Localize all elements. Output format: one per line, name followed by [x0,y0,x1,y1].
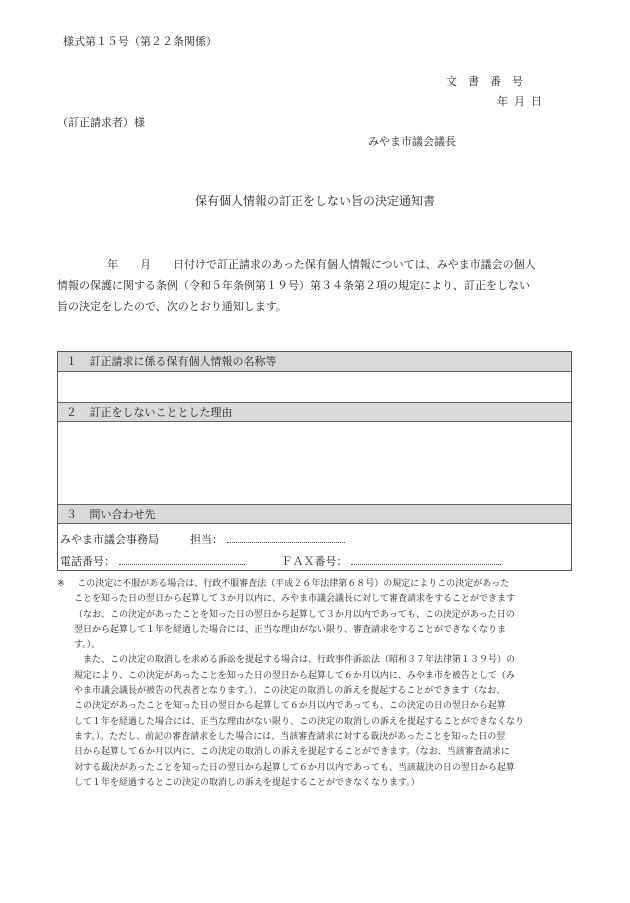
person-label: 担当： [190,533,223,546]
phone-label: 電話番号： [60,555,115,568]
note-line: 対する裁決があったことを知った日の翌日から起算して６か月以内であっても、当該裁決の日の翌日から起算 [74,762,515,773]
note-mark: ※ [57,579,65,589]
note-line: して１年を経過するとこの決定の取消しの訴えを提起することができなくなります。） [74,777,420,788]
document-date-label: 年月日 [497,95,548,108]
body-line: 年 月 日付けで訂正請求のあった保有個人情報については、みやま市議会の個人 [107,258,536,271]
body-line: 旨の決定をしたので、次のとおり通知します。 [57,300,287,313]
body-paragraph [57,254,572,317]
document-number-label: 文書番号 [446,75,534,88]
sender: みやま市議会議長 [368,135,456,148]
note-line: やま市議会議長が被告の代表者となります。）、この決定の取消しの訴えを提起することができます（なお、 [74,686,506,697]
person-field[interactable] [227,531,345,543]
form-number: 様式第１５号（第２２条関係） [63,35,217,48]
section-label: 訂正請求に係る保有個人情報の名称等 [89,355,277,368]
note-line: して１年を経過した場合には、正当な理由がない限り、この決定の取消しの訴えを提起することができなくなり [74,716,525,727]
section-header-2 [58,402,571,422]
note-line: ※ この決定に不服がある場合は、行政不服審査法（平成２６年法律第６８号）の規定によりこの決定があった [57,579,510,589]
note-line: す。）。 [74,640,101,651]
body-line: 情報の保護に関する条例（令和５年条例第１９号）第３４条第２項の規定により、訂正をしない [57,279,530,292]
office-name: みやま市議会事務局 [60,533,159,546]
contact-phone-row [60,553,501,569]
fax-field[interactable] [351,553,501,565]
note-line: この決定があったことを知った日の翌日から起算して６か月以内であっても、この決定の日の翌日から起算 [74,701,506,712]
document-title: 保有個人情報の訂正をしない旨の決定通知書 [194,194,435,208]
note-line: 日から起算して６か月以内に、この決定の取消しの訴えを提起することができます。（なお、当該審査請求に [74,747,510,758]
section-number: ３ [66,508,77,521]
section-number: ２ [66,406,77,419]
note-line: また、この決定の取消しを求める訴訟を提起する場合は、行政事件訴訟法（昭和３７年法律第１３９号）の [83,655,516,666]
fax-label: ＦＡＸ番号： [281,555,348,568]
note-line: 規定により、この決定があったことを知った日の翌日から起算して６か月以内に、みやま市を被告として（み [74,670,515,681]
note-line: 翌日から起算して１年を経過した場合には、正当な理由がない限り、審査請求をすることができなくなりま [74,624,507,635]
note-line: ます。）。ただし、前記の審査請求をした場合には、当該審査請求に対する裁決があったことを知った日の翌 [74,731,506,742]
section-label: 訂正をしないこととした理由 [89,406,233,419]
phone-field[interactable] [119,553,245,565]
section-label: 問い合わせ先 [89,508,156,521]
section-header-1 [58,352,571,372]
addressee: （訂正請求者）様 [57,116,145,129]
contact-office-row [60,531,345,547]
section-number: １ [66,355,77,368]
info-table [57,351,572,571]
note-line: （なお、この決定があったことを知った日の翌日から起算して３か月以内であっても、この決定があった日の [74,609,515,620]
note-line: ことを知った日の翌日から起算して３か月以内に、みやま市議会議長に対して審査請求をすることができます [74,594,516,605]
section-header-3 [58,504,571,524]
notes-section [57,577,575,791]
